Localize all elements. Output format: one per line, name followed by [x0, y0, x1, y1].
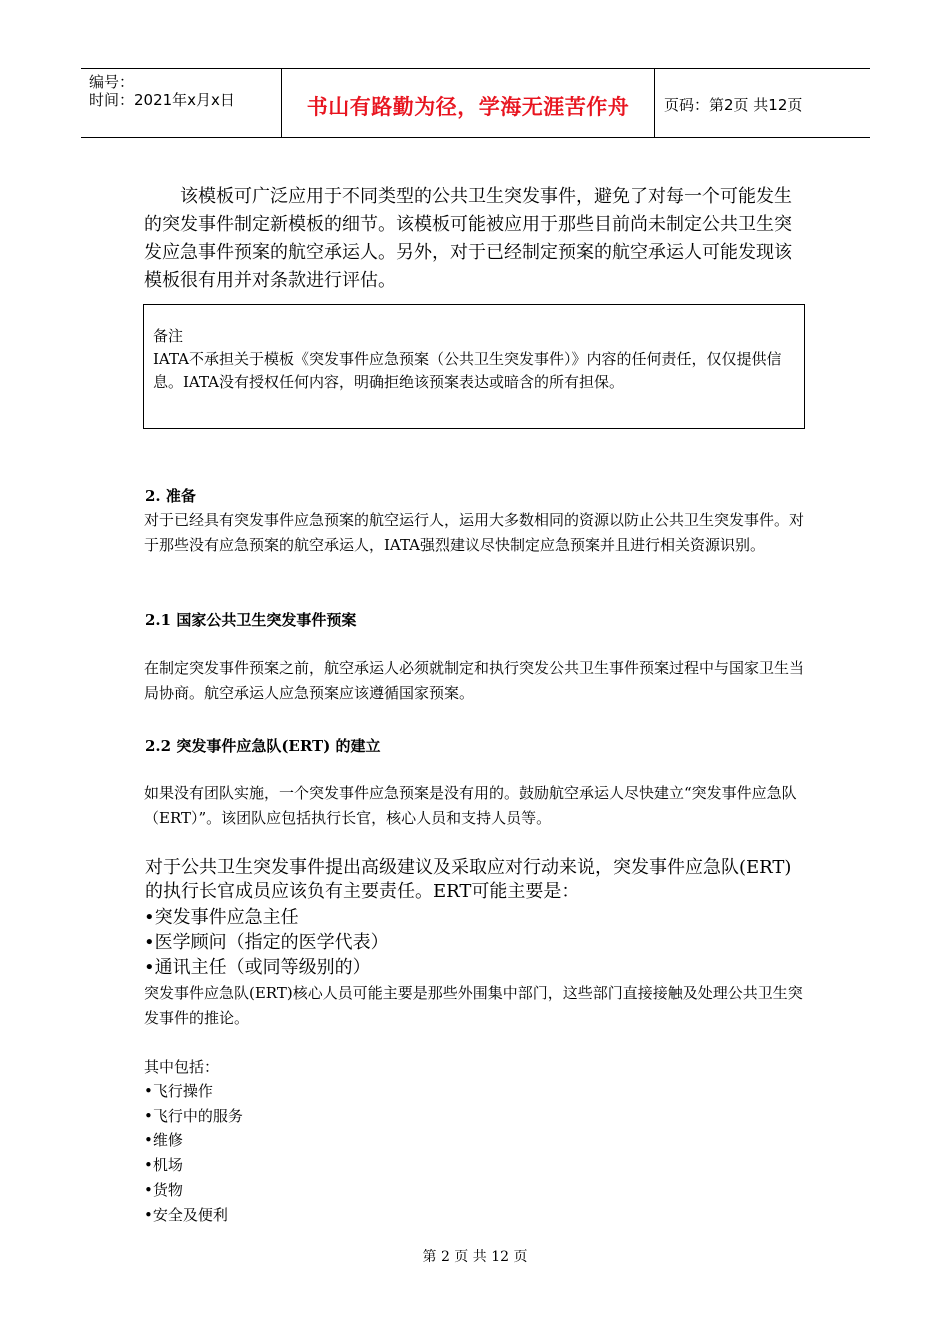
ert-member-list — [144, 905, 389, 980]
header-info-cell — [81, 69, 281, 137]
list-item: • 飞行中的服务 — [144, 1104, 243, 1129]
section-2-2-text: 如果没有团队实施，一个突发事件应急预案是没有用的。鼓励航空承运人尽快建立“突发事件应急队（ERT）”。该团队应包括执行长官，核心人员和支持人员等。 — [144, 784, 797, 827]
list-item: • 维修 — [144, 1128, 243, 1153]
disclaimer-box — [143, 304, 805, 429]
section-2-2-heading: 2.2 突发事件应急队(ERT) 的建立 — [145, 737, 381, 755]
disclaimer-title: 备注 — [153, 327, 184, 345]
intro-paragraph: 该模板可广泛应用于不同类型的公共卫生突发事件，避免了对每一个可能发生的突发事件制定新模板的细节。该模板可能被应用于那些目前尚未制定公共卫生突发应急事件预案的航空承运人。另外，对于已经制定预案的航空承运人可能发现该模板很有用并对条款进行评估。 — [144, 186, 792, 291]
ert-paragraph: 对于公共卫生突发事件提出高级建议及采取应对行动来说，突发事件应急队(ERT)的执行长官成员应该负有主要责任。ERT可能主要是： — [145, 857, 792, 902]
list-item: • 突发事件应急主任 — [144, 905, 389, 930]
section-2-heading: 2. 准备 — [145, 487, 196, 505]
document-number-label: 编号： — [89, 73, 135, 91]
header-page-cell — [654, 69, 870, 137]
header-motto: 书山有路勤为径，学海无涯苦作舟 — [306, 95, 630, 119]
section-2-1-heading: 2.1 国家公共卫生突发事件预案 — [145, 611, 357, 629]
list-item: • 安全及便利 — [144, 1203, 243, 1228]
page-footer: 第 2 页 共 12 页 — [422, 1249, 528, 1265]
section-2-1-text: 在制定突发事件预案之前，航空承运人必须就制定和执行突发公共卫生事件预案过程中与国家卫生当局协商。航空承运人应急预案应该遵循国家预案。 — [144, 659, 805, 702]
page-header — [81, 68, 870, 138]
list-item: • 机场 — [144, 1153, 243, 1178]
list-item: • 医学顾问（指定的医学代表） — [144, 930, 389, 955]
list-item: • 货物 — [144, 1178, 243, 1203]
document-date: 时间：2021年x月x日 — [89, 91, 235, 109]
ert-core-text: 突发事件应急队(ERT)核心人员可能主要是那些外围集中部门，这些部门直接接触及处理公共卫生突发事件的推论。 — [144, 984, 803, 1027]
section-2-text: 对于已经具有突发事件应急预案的航空运行人，运用大多数相同的资源以防止公共卫生突发事件。对于那些没有应急预案的航空承运人，IATA强烈建议尽快制定应急预案并且进行相关资源识别。 — [144, 511, 805, 554]
header-motto-cell — [281, 69, 655, 137]
include-label: 其中包括： — [144, 1058, 220, 1076]
list-item: • 通讯主任（或同等级别的） — [144, 955, 389, 980]
header-page-code: 页码：第2页 共12页 — [664, 96, 803, 114]
disclaimer-text: IATA不承担关于模板《突发事件应急预案（公共卫生突发事件）》内容的任何责任，仅仅提供信息。IATA没有授权任何内容，明确拒绝该预案表达或暗含的所有担保。 — [153, 350, 782, 391]
list-item: • 飞行操作 — [144, 1079, 243, 1104]
department-list — [144, 1079, 243, 1227]
